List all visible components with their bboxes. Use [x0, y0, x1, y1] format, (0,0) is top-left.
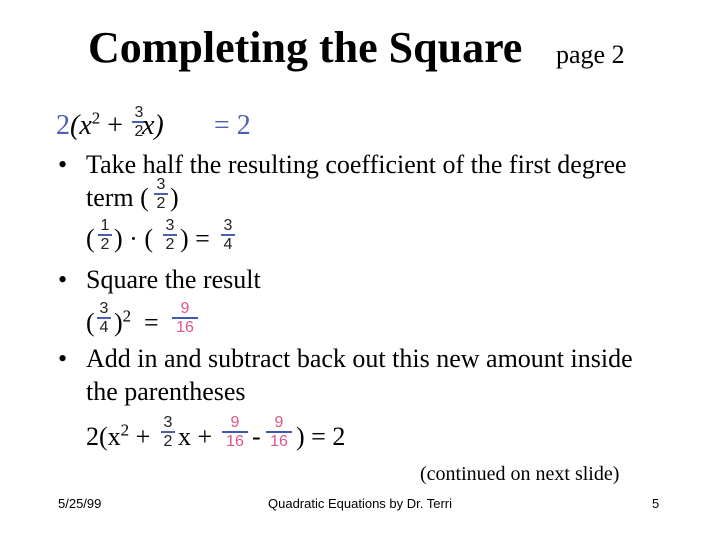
- c1-f1-den: 2: [100, 236, 110, 253]
- equation-1: [56, 110, 123, 142]
- c1-f3-den: 4: [223, 236, 233, 253]
- e2-f2-den: 16: [226, 433, 244, 450]
- bullet-1-line2-pre: term (: [86, 183, 149, 212]
- bullet-3-line2: the parentheses: [86, 377, 246, 406]
- eq1-frac-num: 3: [134, 104, 144, 121]
- b1-frac-den: 2: [156, 195, 166, 212]
- footer-center: Quadratic Equations by Dr. Terri: [268, 496, 453, 511]
- eq1-close: x): [142, 110, 164, 141]
- footer-page-number: 5: [652, 496, 660, 511]
- calc1-fraction-2: [163, 217, 177, 253]
- bullet-1-fraction: [154, 176, 168, 212]
- eq1-frac-den: 2: [134, 123, 144, 140]
- eq1-plus: +: [100, 110, 124, 141]
- continued-note: (continued on next slide): [420, 463, 620, 485]
- bullet-2-marker: •: [58, 265, 68, 294]
- eq2-fraction-3: [266, 414, 292, 450]
- c2-close-paren: ): [114, 308, 123, 337]
- eq2-minus: -: [252, 422, 261, 451]
- e2-f3-num: 9: [274, 414, 284, 431]
- calc1-open: (: [86, 224, 95, 253]
- c2-exp: 2: [122, 306, 132, 326]
- eq2-fraction-2: [222, 414, 248, 450]
- eq1-exp: 2: [91, 108, 101, 128]
- page-label: page 2: [556, 40, 625, 69]
- e2-f2-num: 9: [230, 414, 240, 431]
- e2-f1-num: 3: [163, 414, 173, 431]
- eq2-pre: [86, 422, 150, 452]
- calc2-fraction-1: [97, 300, 111, 336]
- bullet-3-marker: •: [58, 344, 68, 373]
- b1-frac-num: 3: [156, 176, 166, 193]
- c2-f1-den: 4: [99, 319, 109, 336]
- calc2-eq: =: [144, 308, 159, 337]
- eq2-plus1: +: [129, 422, 151, 451]
- calc1-mid: ) · (: [114, 224, 153, 253]
- eq2-exp: 2: [120, 420, 130, 440]
- c1-f3-num: 3: [223, 217, 233, 234]
- c2-f1-num: 3: [99, 300, 109, 317]
- bullet-1-line1: Take half the resulting coefficient of the first degree: [86, 150, 627, 179]
- eq2-x: x +: [178, 422, 213, 451]
- c1-f2-num: 3: [165, 217, 175, 234]
- calc2-fraction-2: [172, 300, 198, 336]
- bullet-1-marker: •: [58, 150, 68, 179]
- calc1-fraction-1: [98, 217, 112, 253]
- eq1-lead: 2: [56, 110, 70, 141]
- bullet-3-line1: Add in and subtract back out this new amount inside: [86, 344, 633, 373]
- calc2-open: (: [86, 308, 95, 337]
- calc2-close: [114, 308, 131, 338]
- footer-date: 5/25/99: [58, 496, 102, 511]
- calc1-close: ) =: [180, 224, 210, 253]
- c2-f2-den: 16: [176, 319, 194, 336]
- bullet-1-line2-post: ): [170, 183, 179, 212]
- c2-f2-num: 9: [180, 300, 190, 317]
- eq2-pre-text: 2(x: [86, 422, 121, 451]
- eq2-fraction-1: [161, 414, 175, 450]
- e2-f3-den: 16: [270, 433, 288, 450]
- bullet-2-text: Square the result: [86, 265, 261, 294]
- calc1-fraction-3: [221, 217, 235, 253]
- c1-f2-den: 2: [165, 236, 175, 253]
- slide-title: Completing the Square: [88, 23, 523, 72]
- c1-f1-num: 1: [100, 217, 110, 234]
- eq1-equals: = 2: [214, 110, 251, 141]
- e2-f1-den: 2: [163, 433, 173, 450]
- eq2-end: ) = 2: [296, 422, 346, 451]
- eq1-open: (x: [70, 110, 92, 141]
